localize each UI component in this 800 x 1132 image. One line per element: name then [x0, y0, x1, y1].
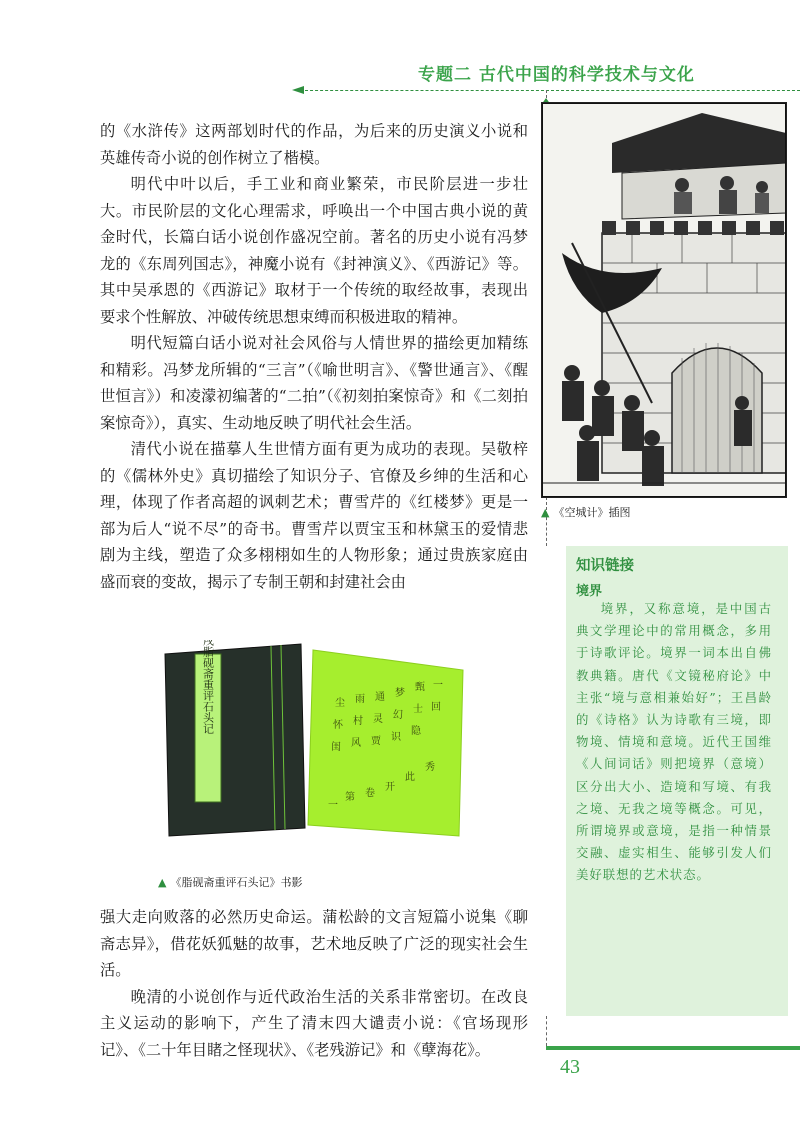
main-text-lower	[100, 904, 528, 1063]
svg-text:幻: 幻	[393, 710, 403, 721]
svg-text:一: 一	[433, 680, 443, 691]
svg-text:第: 第	[345, 792, 355, 803]
svg-text:闺: 闺	[331, 742, 341, 753]
margin-divider-bottom	[546, 1016, 547, 1046]
paragraph: 强大走向败落的必然历史命运。蒲松龄的文言短篇小说集《聊斋志异》，借花妖狐魅的故事，艺术地反映了广泛的现实社会生活。	[100, 908, 528, 979]
svg-text:隐: 隐	[411, 726, 421, 737]
photo-caption	[158, 874, 302, 890]
footer-bar	[546, 1046, 800, 1050]
svg-text:怀: 怀	[333, 720, 343, 731]
paragraph: 清代小说在描摹人生世情方面有更为成功的表现。吴敬梓的《儒林外史》真切描绘了知识分子、官僚及乡绅的生活和心理，体现了作者高超的讽刺艺术；曹雪芹的《红楼梦》更是一部为后人“说不尽”的奇书。曹雪芹以贾宝玉和林黛玉的爱情悲剧为主线，塑造了众多栩栩如生的人物形象；通过贵族家庭由盛而衰的变故，揭示了专制王朝和封建社会由	[100, 440, 528, 591]
svg-text:一: 一	[328, 800, 338, 811]
illustration-caption	[541, 504, 630, 520]
illustration-caption-text: 《空城计》插图	[553, 506, 631, 519]
triangle-bullet-icon: ▲	[158, 876, 167, 889]
empty-fort-illustration	[541, 102, 787, 498]
svg-text:识: 识	[391, 732, 401, 743]
svg-text:村: 村	[353, 716, 363, 727]
svg-text:通: 通	[375, 692, 385, 703]
svg-text:士: 士	[413, 704, 423, 715]
svg-text:此: 此	[405, 772, 415, 783]
paragraph: 明代短篇白话小说对社会风俗与人情世界的描绘更加精练和精彩。冯梦龙所辑的“三言”（《喻世明言》、《警世通言》、《醒世恒言》）和凌濛初编著的“二拍”（《初刻拍案惊奇》和《二刻拍案惊奇》），真实、生动地反映了明代社会生活。	[100, 334, 528, 432]
photo-caption-text: 《脂砚斋重评石头记》书影	[170, 876, 303, 889]
svg-text:甄: 甄	[415, 682, 425, 693]
svg-text:卷: 卷	[365, 788, 375, 799]
chapter-header-title: 专题二 古代中国的科学技术与文化	[418, 65, 695, 85]
svg-text:梦: 梦	[395, 688, 405, 699]
paragraph: 晚清的小说创作与近代政治生活的关系非常密切。在改良主义运动的影响下，产生了清末四大谴责小说：《官场现形记》、《二十年目睹之怪现状》、《老残游记》和《孽海花》。	[100, 987, 528, 1059]
book-cover-title: 乾隆甲戌脂砚斋重评石头记	[201, 640, 215, 734]
svg-text:灵: 灵	[373, 714, 383, 725]
knowledge-link-subtitle: 境界	[576, 584, 603, 599]
knowledge-link-box	[566, 546, 788, 1016]
svg-text:尘: 尘	[335, 698, 345, 709]
book-photo	[163, 640, 468, 840]
svg-text:风: 风	[351, 738, 361, 749]
svg-text:开: 开	[385, 782, 395, 793]
page-number: 43	[560, 1056, 580, 1078]
svg-text:秀: 秀	[425, 762, 435, 773]
main-text-upper	[100, 118, 528, 595]
triangle-bullet-icon: ▲	[541, 506, 550, 519]
knowledge-link-body: 境界，又称意境，是中国古典文学理论中的常用概念，多用于诗歌评论。境界一词本出自佛教典籍。唐代《文镜秘府论》中主张“境与意相兼始好”；王昌龄的《诗格》认为诗歌有三境，即物境、情境和意境。近代王国维《人间词话》则把境界（意境）区分出大小、造境和写境、有我之境、无我之境等概念。可见，所谓境界或意境，是指一种情景交融、虚实相生、能够引发人们美好联想的艺术状态。	[576, 601, 772, 883]
svg-text:回: 回	[431, 702, 441, 713]
svg-text:雨: 雨	[355, 694, 365, 705]
svg-text:贾: 贾	[371, 736, 381, 747]
paragraph: 的《水浒传》这两部划时代的作品，为后来的历史演义小说和英雄传奇小说的创作树立了楷模。	[100, 122, 528, 167]
header-divider	[300, 90, 800, 91]
knowledge-link-title: 知识链接	[576, 558, 634, 574]
paragraph: 明代中叶以后，手工业和商业繁荣，市民阶层进一步壮大。市民阶层的文化心理需求，呼唤出一个中国古典小说的黄金时代，长篇白话小说创作盛况空前。著名的历史小说有冯梦龙的《东周列国志》，神魔小说有《封神演义》、《西游记》等。其中吴承恩的《西游记》取材于一个传统的取经故事，表现出要求个性解放、冲破传统思想束缚而积极进取的精神。	[100, 175, 528, 326]
